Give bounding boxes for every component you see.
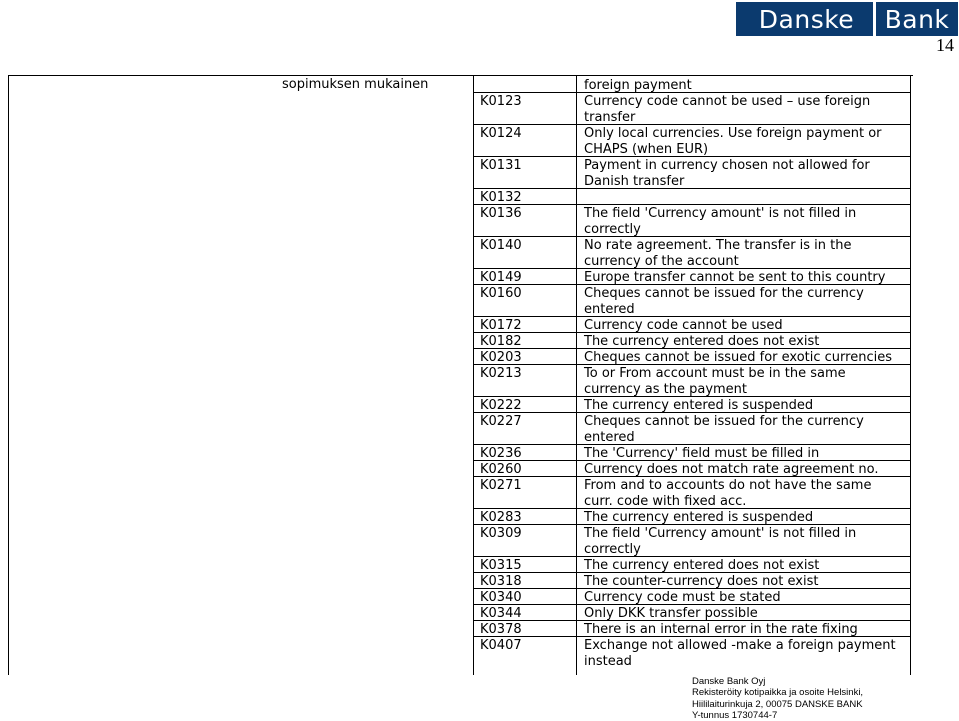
error-message: Cheques cannot be issued for exotic currencies (584, 350, 892, 365)
error-message: The currency entered does not exist (584, 558, 820, 573)
table-row (473, 557, 911, 573)
error-code: K0213 (480, 366, 522, 381)
page-number: 14 (936, 35, 954, 55)
error-message: Only DKK transfer possible (584, 606, 758, 621)
error-message: No rate agreement. The transfer is in the currency of the account (584, 238, 852, 269)
table-row (473, 397, 911, 413)
error-code: K0123 (480, 94, 522, 109)
error-message: Payment in currency chosen not allowed for Danish transfer (584, 158, 870, 189)
error-message: The currency entered does not exist (584, 334, 820, 349)
table-row (473, 509, 911, 525)
error-code: K0407 (480, 638, 522, 653)
error-message: Cheques cannot be issued for the currency entered (584, 414, 864, 445)
error-message: The currency entered is suspended (584, 398, 814, 413)
section-label: sopimuksen mukainen (282, 77, 429, 92)
table-row (473, 621, 911, 637)
error-message: Currency code cannot be used – use foreign transfer (584, 94, 871, 125)
error-message: foreign payment (584, 78, 692, 93)
table-row (473, 317, 911, 333)
table-row (473, 589, 911, 605)
table-row (473, 573, 911, 589)
table-row (473, 205, 911, 237)
error-code: K0227 (480, 414, 522, 429)
error-code: K0236 (480, 446, 522, 461)
table-row (473, 605, 911, 621)
table-row (473, 93, 911, 125)
error-message: The field 'Currency amount' is not filled in correctly (584, 526, 857, 557)
table-row (473, 445, 911, 461)
error-code: K0344 (480, 606, 522, 621)
error-message: Exchange not allowed -make a foreign payment instead (584, 638, 896, 669)
error-code: K0378 (480, 622, 522, 637)
table-row (473, 189, 911, 205)
error-code: K0182 (480, 334, 522, 349)
table-row (473, 349, 911, 365)
error-message: There is an internal error in the rate fixing (584, 622, 858, 637)
footer-registered-office: Rekisteröity kotipaikka ja osoite Helsinki, (692, 687, 864, 699)
table-row (473, 413, 911, 445)
error-code: K0140 (480, 238, 522, 253)
error-message: The 'Currency' field must be filled in (584, 446, 820, 461)
error-code: K0124 (480, 126, 522, 141)
error-code: K0283 (480, 510, 522, 525)
footer-address: Hiililaiturinkuja 2, 00075 DANSKE BANK (692, 698, 863, 710)
error-message: The field 'Currency amount' is not filled in correctly (584, 206, 857, 237)
error-message: The currency entered is suspended (584, 510, 814, 525)
error-code: K0136 (480, 206, 522, 221)
error-code: K0132 (480, 190, 522, 205)
error-code: K0260 (480, 462, 522, 477)
table-row (473, 477, 911, 509)
error-message: The counter-currency does not exist (584, 574, 819, 589)
table-row (473, 333, 911, 349)
footer (692, 676, 863, 721)
error-message: To or From account must be in the same currency as the payment (584, 366, 846, 397)
table-row (473, 285, 911, 317)
error-code: K0315 (480, 558, 522, 573)
table-top-border (8, 75, 913, 76)
table-row (473, 237, 911, 269)
table-row (473, 637, 911, 669)
error-code: K0340 (480, 590, 522, 605)
table-row (473, 525, 911, 557)
danske-bank-logo (736, 2, 958, 36)
error-code: K0203 (480, 350, 522, 365)
error-message: Currency code must be stated (584, 590, 781, 605)
table-row (473, 77, 911, 93)
error-message: Europe transfer cannot be sent to this country (584, 270, 886, 285)
error-message: From and to accounts do not have the same curr. code with fixed acc. (584, 478, 872, 509)
error-code: K0318 (480, 574, 522, 589)
error-code: K0222 (480, 398, 522, 413)
error-message: Currency code cannot be used (584, 318, 783, 333)
table-row (473, 365, 911, 397)
table-row (473, 125, 911, 157)
error-code: K0149 (480, 270, 522, 285)
logo-word-bank: Bank (876, 2, 958, 36)
table-row (473, 461, 911, 477)
error-message: Cheques cannot be issued for the currency entered (584, 286, 864, 317)
error-code: K0131 (480, 158, 522, 173)
error-message: Only local currencies. Use foreign payment or CHAPS (when EUR) (584, 126, 882, 157)
error-code: K0160 (480, 286, 522, 301)
error-code: K0172 (480, 318, 522, 333)
error-code: K0309 (480, 526, 522, 541)
logo-word-danske: Danske (736, 2, 873, 36)
error-message: Currency does not match rate agreement no. (584, 462, 879, 477)
table-row (473, 157, 911, 189)
table-left-border (8, 75, 9, 675)
error-code: K0271 (480, 478, 522, 493)
footer-company: Danske Bank Oyj (692, 676, 766, 687)
footer-business-id: Y-tunnus 1730744-7 (692, 709, 778, 721)
table-row (473, 269, 911, 285)
